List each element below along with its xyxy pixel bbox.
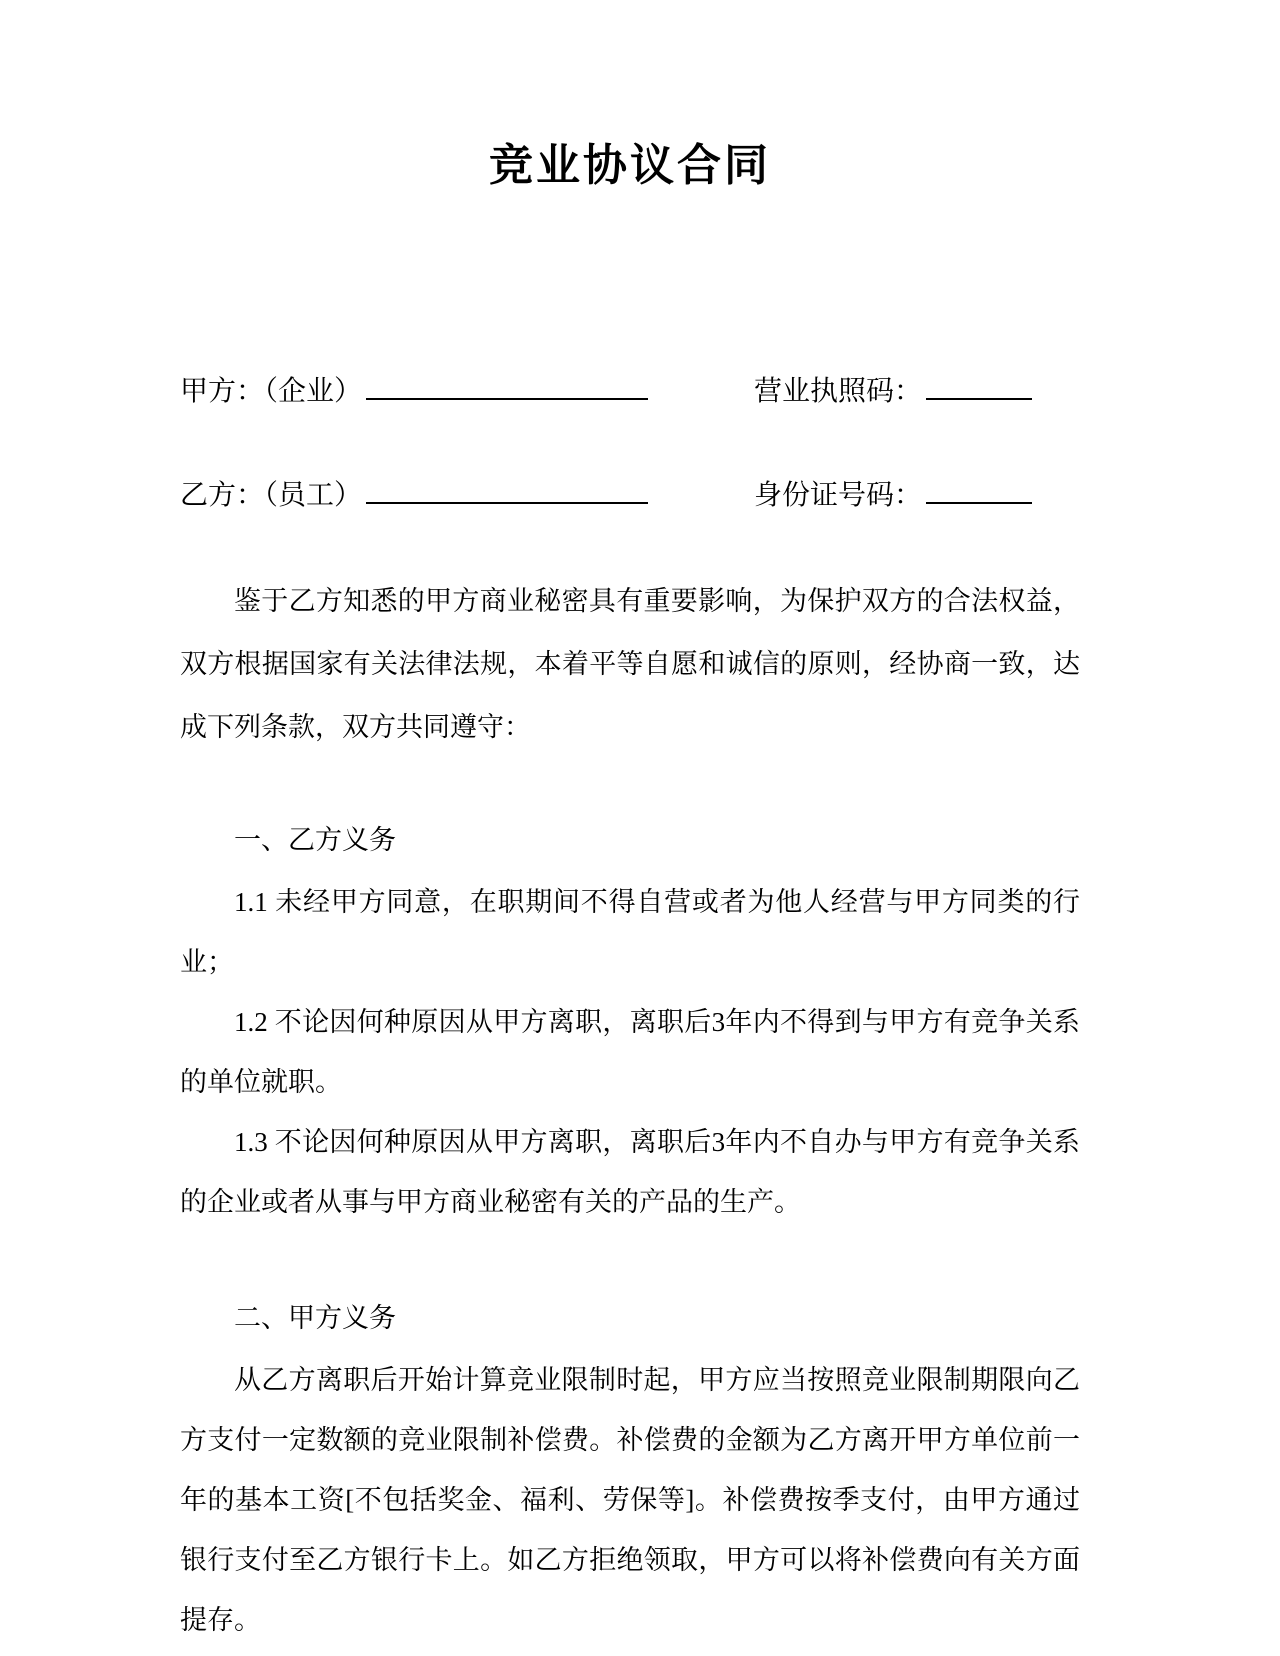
section-2-paragraph: 从乙方离职后开始计算竞业限制时起，甲方应当按照竞业限制期限向乙方支付一定数额的竞业限制补偿费。补偿费的金额为乙方离开甲方单位前一年的基本工资[不包括奖金、福利、劳保等]。补偿费按季支付，由甲方通过银行支付至乙方银行卡上。如乙方拒绝领取，甲方可以将补偿费向有关方面提存。 [180, 1365, 1080, 1635]
id-label: 身份证号码： [753, 480, 922, 511]
party-b-blank[interactable] [366, 472, 648, 504]
party-a-blank[interactable] [366, 368, 648, 400]
party-b-field [180, 472, 648, 516]
party-b-row [180, 472, 1080, 516]
clause-1-1: 1.1 未经甲方同意，在职期间不得自营或者为他人经营与甲方同类的行业； [180, 887, 1080, 977]
id-field [754, 472, 1032, 516]
party-a-field [180, 368, 648, 412]
license-blank[interactable] [926, 368, 1032, 400]
license-field [754, 368, 1032, 412]
section-2-heading: 二、甲方义务 [234, 1303, 396, 1333]
preamble-paragraph: 鉴于乙方知悉的甲方商业秘密具有重要影响，为保护双方的合法权益，双方根据国家有关法律法规，本着平等自愿和诚信的原则，经协商一致，达成下列条款，双方共同遵守： [180, 586, 1080, 742]
party-b-label: 乙方：（员工） [180, 480, 363, 511]
section-1-heading: 一、乙方义务 [234, 825, 396, 855]
clause-1-3: 1.3 不论因何种原因从甲方离职，离职后3年内不自办与甲方有竞争关系的企业或者从事与甲方商业秘密有关的产品的生产。 [180, 1127, 1080, 1217]
party-a-label: 甲方：（企业） [180, 376, 363, 407]
license-label: 营业执照码： [753, 376, 922, 407]
clause-1-2: 1.2 不论因何种原因从甲方离职，离职后3年内不得到与甲方有竞争关系的单位就职。 [180, 1007, 1080, 1097]
party-a-row [180, 368, 1080, 412]
id-blank[interactable] [926, 472, 1032, 504]
document-title: 竞业协议合同 [489, 141, 771, 190]
